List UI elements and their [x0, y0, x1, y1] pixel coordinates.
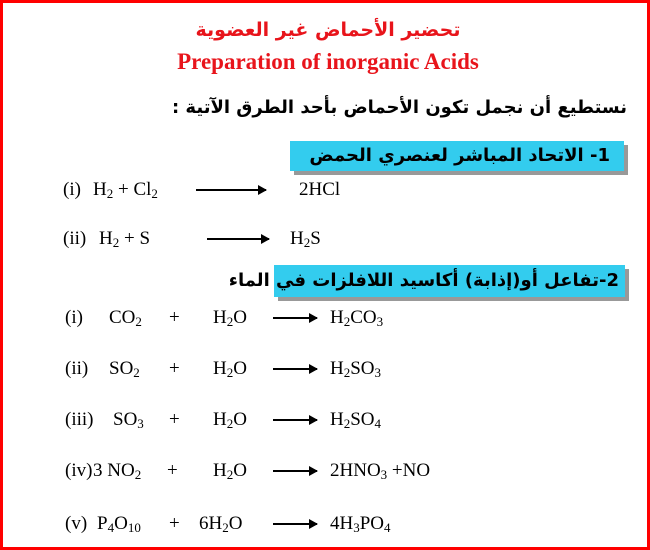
equation-product: $H_2CO_3$ [330, 307, 384, 329]
reaction-arrow-icon [196, 189, 266, 191]
equation-number: (i) [63, 179, 81, 200]
title-english: Preparation of inorganic Acids [177, 49, 479, 74]
water-formula: $H_2O$ [213, 409, 247, 431]
equation-number: (iv) [65, 460, 93, 481]
plus-sign: + [167, 460, 178, 481]
equation-row [65, 304, 505, 332]
equation-reactant: $P_4O_{10}$ [97, 513, 141, 535]
section-1-heading: 1- الاتحاد المباشر لعنصري الحمض [290, 141, 624, 171]
intro-text: نستطيع أن نجمل تكون الأحماض بأحد الطرق الآتية : [171, 97, 627, 118]
reaction-arrow-icon [273, 523, 317, 525]
water-formula: $H_2O$ [213, 307, 247, 329]
equation-reactant: $CO_2$ [109, 307, 142, 329]
reaction-arrow-icon [273, 368, 317, 370]
title-arabic: تحضير الأحماض غير العضوية [195, 19, 461, 41]
equation-reactant: $SO_3$ [113, 409, 144, 431]
equation-reactant: 3 $NO_2$ [93, 460, 142, 482]
equation-product: $H_2SO_3$ [330, 358, 382, 380]
equation-row [63, 176, 483, 204]
equation-product: $H_2SO_4$ [330, 409, 382, 431]
water-formula: $H_2O$ [213, 358, 247, 380]
plus-sign: + [169, 409, 180, 430]
equation-number: (ii) [63, 228, 87, 249]
reaction-arrow-icon [207, 238, 269, 240]
equation-number: (iii) [65, 409, 94, 430]
equation-product: $H_2S$ [290, 228, 321, 250]
equation-number: (ii) [65, 358, 89, 379]
plus-sign: + [169, 307, 180, 328]
reaction-arrow-icon [273, 470, 317, 472]
equation-number: (i) [65, 307, 83, 328]
equation-row [65, 406, 505, 434]
water-formula: $H_2O$ [213, 460, 247, 482]
equation-product: 2HCl [299, 179, 341, 200]
equation-reactant: $SO_2$ [109, 358, 140, 380]
equation-row [65, 510, 505, 538]
equation-product: $2HNO_3 +NO$ [330, 460, 431, 482]
plus-sign: + [169, 513, 180, 534]
equation-row [63, 225, 483, 253]
equation-product: $4H_3PO_4$ [330, 513, 391, 535]
equation-row [65, 355, 505, 383]
equation-reactants: $H_2 + S$ [99, 228, 151, 250]
equation-reactants: $H_2 + Cl_2$ [93, 179, 158, 201]
reaction-arrow-icon [273, 419, 317, 421]
reaction-arrow-icon [273, 317, 317, 319]
plus-sign: + [169, 358, 180, 379]
section-2-heading: 2-تفاعل أو(إذابة) أكاسيد اللافلزات في الماء [274, 265, 625, 297]
water-formula: $6H_2O$ [199, 513, 243, 535]
equation-row [65, 457, 505, 485]
equation-number: (v) [65, 513, 88, 534]
